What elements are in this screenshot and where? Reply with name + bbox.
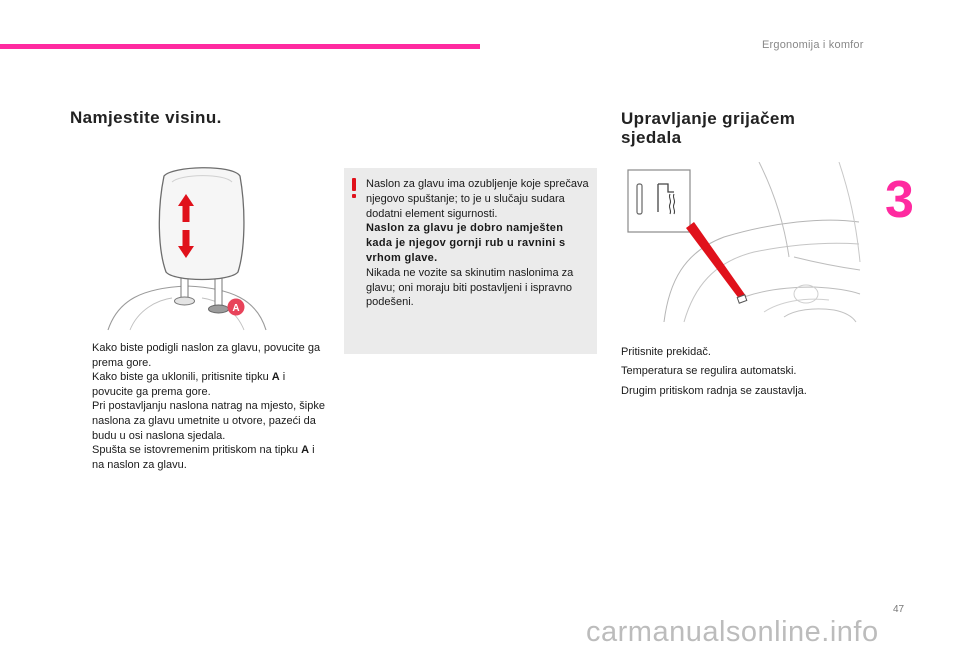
paragraph: Pritisnite prekidač. [621, 346, 711, 358]
section-heading-height: Namjestite visinu. [70, 108, 222, 127]
warning-exclamation-icon [352, 178, 356, 191]
section-heading-seat-heating: Upravljanje grijačem sjedala [621, 109, 796, 147]
warning-paragraph: Naslon za glavu ima ozubljenje koje sprečava njegovo spuštanje; to je u slučaju sudara dodatni element sigurnosti. [366, 178, 589, 220]
instruction-list [70, 341, 325, 472]
chapter-title: Ergonomija i komfor [762, 39, 864, 51]
seat-heating-illustration [624, 162, 864, 327]
warning-text [366, 177, 592, 310]
list-item: Kako biste ga uklonili, pritisnite tipku A i povucite ga prema gore. [92, 371, 286, 398]
warning-paragraph-bold: Naslon za glavu je dobro namješten kada je njegov gornji rub u ravnini s vrhom glave. [366, 222, 566, 264]
list-item: Spušta se istovremenim pritiskom na tipku A i na naslon za glavu. [92, 444, 315, 471]
callout-a-badge [228, 299, 245, 316]
paragraph: Drugim pritiskom radnja se zaustavlja. [621, 385, 807, 397]
headrest-illustration [102, 160, 272, 335]
list-item: Pri postavljanju naslona natrag na mjesto, šipke naslona za glavu umetnite u otvore, pazeći da budu u osi naslona sjedala. [92, 400, 325, 442]
list-item: Kako biste podigli naslon za glavu, povucite ga prema gore. [92, 342, 321, 369]
warning-paragraph: Nikada ne vozite sa skinutim naslonima za glavu; oni moraju biti postavljeni i ispravno podešeni. [366, 266, 574, 309]
chapter-accent-bar [0, 44, 480, 49]
chapter-number: 3 [885, 171, 914, 229]
svg-text:A: A [232, 303, 240, 314]
paragraph: Temperatura se regulira automatski. [621, 365, 797, 377]
watermark: carmanualsonline.info [586, 616, 879, 648]
warning-exclamation-dot [352, 194, 356, 198]
page-number: 47 [893, 604, 905, 615]
